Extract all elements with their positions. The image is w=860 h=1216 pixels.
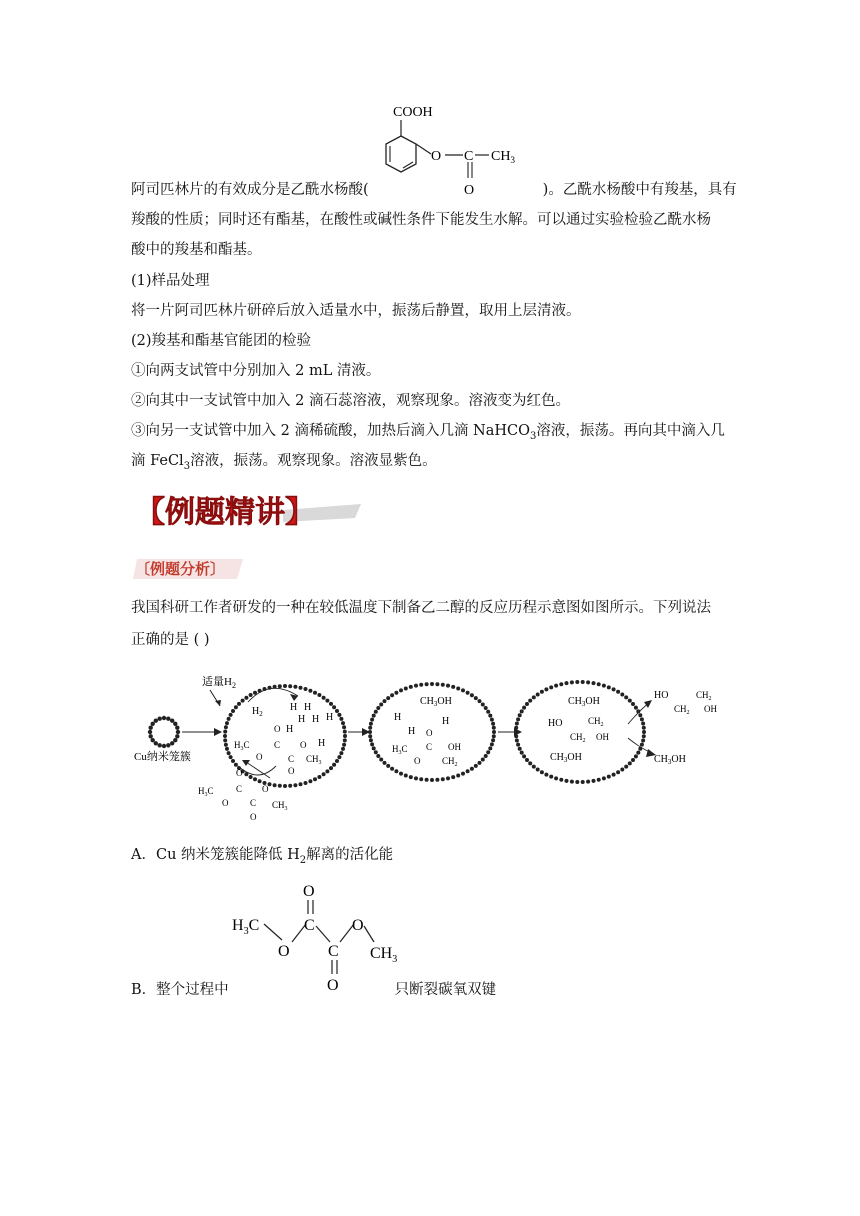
svg-text:CH2: $CH_2$ bbox=[674, 704, 690, 716]
svg-text:O: O bbox=[278, 943, 290, 960]
svg-text:O: O bbox=[288, 766, 295, 776]
svg-text:HO: HO bbox=[654, 690, 669, 701]
svg-text:O: O bbox=[414, 756, 421, 766]
svg-text:H3C: $H_3C$ bbox=[392, 744, 408, 756]
intro-line-3: 酸中的羧基和酯基。 bbox=[131, 242, 262, 258]
section-header-text: 【例题精讲】 bbox=[135, 495, 315, 530]
svg-text:H: H bbox=[298, 714, 306, 725]
svg-text:OH: OH bbox=[448, 742, 461, 752]
svg-text:CH3OH: $CH_3OH$ bbox=[654, 754, 686, 766]
svg-text:O: O bbox=[300, 740, 307, 750]
intro-line-1: 阿司匹林片的有效成分是乙酰水杨酸( )。乙酰水杨酸中有羧基，具有 bbox=[131, 182, 737, 198]
sub-header-text: 〔例题分析〕 bbox=[135, 560, 226, 578]
cu-cluster-label: Cu纳米笼簇 bbox=[134, 751, 191, 763]
svg-text:CH3: $CH_3$ bbox=[272, 800, 288, 812]
ester-o-label: O bbox=[431, 149, 442, 164]
step2-title: (2)羧基和酯基官能团的检验 bbox=[131, 333, 312, 349]
svg-text:C: C bbox=[250, 798, 257, 808]
svg-text:H: H bbox=[326, 712, 334, 723]
svg-text:C: C bbox=[236, 784, 243, 794]
svg-text:O: O bbox=[327, 977, 339, 994]
cu-cluster-small bbox=[148, 716, 180, 748]
svg-text:O: O bbox=[352, 917, 364, 934]
svg-text:C: C bbox=[288, 754, 295, 764]
svg-text:H: H bbox=[304, 702, 312, 713]
svg-text:H3C: $H_3C$ bbox=[198, 786, 214, 798]
svg-text:CH2: $CH_2$ bbox=[696, 690, 712, 702]
svg-text:H: H bbox=[290, 702, 298, 713]
dimethyl-oxalate-structure bbox=[230, 880, 406, 996]
svg-text:H: H bbox=[442, 716, 450, 727]
svg-text:H: H bbox=[312, 714, 320, 725]
svg-text:C: C bbox=[304, 917, 315, 934]
svg-text:CH3 bbox=[491, 149, 515, 165]
ch3-subscript: 3 bbox=[510, 155, 515, 165]
option-b: B．整个过程中 只断裂碳氧双键 bbox=[131, 982, 497, 998]
svg-text:H: H bbox=[318, 738, 326, 749]
svg-text:CH2: $CH_2$ bbox=[588, 716, 604, 728]
svg-text:HO: HO bbox=[548, 718, 563, 729]
question-line-1: 我国科研工作者研发的一种在较低温度下制备乙二醇的反应历程示意图如图所示。下列说法 bbox=[131, 600, 711, 616]
reaction-pathway-diagram bbox=[130, 668, 730, 828]
ch3-label: CH bbox=[491, 149, 511, 164]
option-a: A．Cu 纳米笼簇能降低 $H_2$解离的活化能 bbox=[131, 847, 394, 866]
svg-text:CH3: $CH_3$ bbox=[306, 754, 322, 766]
svg-text:CH3OH: $CH_3OH$ bbox=[568, 696, 600, 708]
svg-text:H2: $H_2$ bbox=[252, 706, 263, 718]
svg-text:OH: OH bbox=[596, 732, 609, 742]
step2-item-b: ②向其中一支试管中加入 2 滴石蕊溶液，观察现象。溶液变为红色。 bbox=[131, 393, 570, 409]
carbonyl-c-label: C bbox=[464, 149, 474, 164]
svg-text:H3C: $H_3C$ bbox=[232, 917, 260, 937]
step1-text: 将一片阿司匹林片研碎后放入适量水中，振荡后静置，取用上层清液。 bbox=[131, 303, 581, 319]
svg-text:O: O bbox=[222, 798, 229, 808]
step2-item-c: ③向另一支试管中加入 2 滴稀硫酸，加热后滴入几滴 NaHCO$_3$溶液，振荡。再向其中滴入几 bbox=[131, 423, 725, 442]
svg-text:H: H bbox=[394, 712, 402, 723]
svg-text:CH2: $CH_2$ bbox=[442, 756, 458, 768]
svg-text:CH3: $CH_3$ bbox=[370, 945, 398, 965]
svg-text:O: O bbox=[426, 728, 433, 738]
svg-text:CH3OH: $CH_3OH$ bbox=[420, 696, 452, 708]
svg-text:O: O bbox=[236, 768, 243, 778]
svg-text:C: C bbox=[274, 740, 281, 750]
intro-line-2: 羧酸的性质；同时还有酯基，在酸性或碱性条件下能发生水解。可以通过实验检验乙酰水杨 bbox=[131, 212, 711, 228]
svg-text:H3C: $H_3C$ bbox=[234, 740, 250, 752]
svg-text:OH: OH bbox=[704, 704, 717, 714]
svg-text:O: O bbox=[303, 883, 315, 900]
carbonyl-o-label: O bbox=[464, 183, 475, 198]
svg-text:CH3OH: $CH_3OH$ bbox=[550, 752, 582, 764]
sub-header-banner bbox=[133, 557, 253, 581]
svg-text:H: H bbox=[408, 726, 416, 737]
svg-text:O: O bbox=[256, 752, 263, 762]
svg-text:C: C bbox=[426, 742, 433, 752]
svg-text:O: O bbox=[262, 784, 269, 794]
step2-item-d: 滴 FeCl$_3$溶液，振荡。观察现象。溶液显紫色。 bbox=[131, 453, 437, 472]
step1-title: (1)样品处理 bbox=[131, 273, 210, 289]
cooh-label: COOH bbox=[393, 105, 433, 120]
section-header-banner bbox=[133, 486, 363, 536]
svg-text:O: O bbox=[250, 812, 257, 822]
svg-text:适量H2: 适量$H_2$ bbox=[202, 676, 236, 690]
svg-text:O: O bbox=[274, 724, 281, 734]
svg-text:C: C bbox=[328, 943, 339, 960]
svg-text:H: H bbox=[286, 724, 294, 735]
svg-text:CH2: $CH_2$ bbox=[570, 732, 586, 744]
step2-item-a: ①向两支试管中分别加入 2 mL 清液。 bbox=[131, 363, 381, 379]
question-line-2: 正确的是 ( ) bbox=[131, 632, 210, 648]
